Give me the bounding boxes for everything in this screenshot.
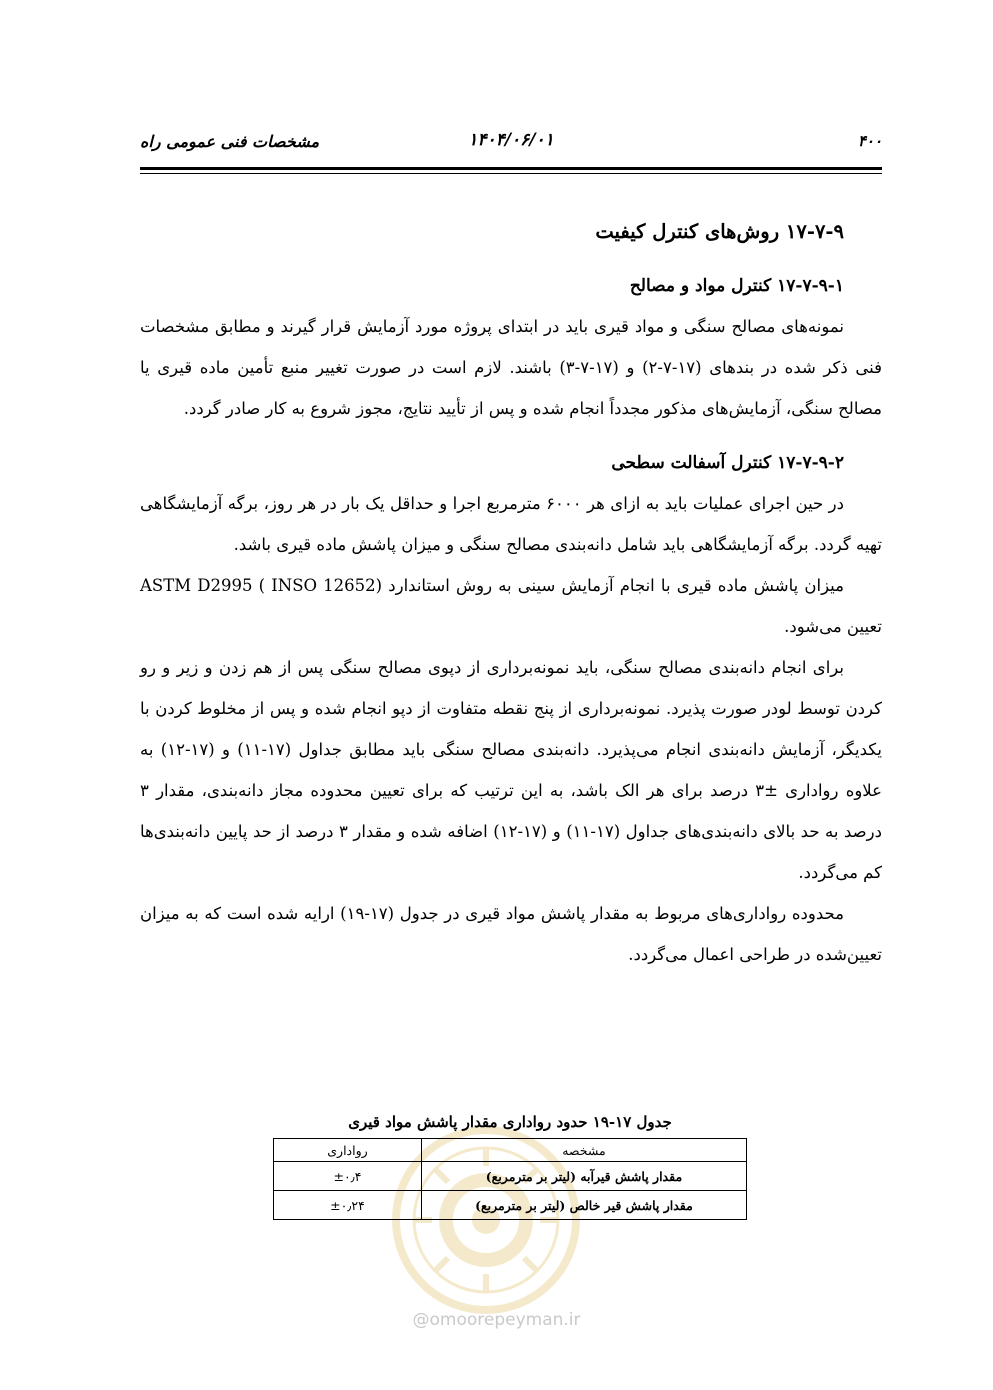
subsection-2-paragraph-3: برای انجام دانه‌بندی مصالح سنگی، باید نمونه‌برداری از دپوی مصالح سنگی پس از هم زدن و زیر و رو کردن توسط لودر صورت پذیرد. نمونه‌برداری از پنج نقطه متفاوت از دپو انجام شده و پس از مخلوط کردن با یکدیگر، آزمایش دانه‌بندی انجام می‌پذیرد. دانه‌بندی مصالح سنگی باید مطابق جداول (۱۷-۱۱) و (۱۷-۱۲) به علاوه رواداری ±۳ درصد برای هر الک باشد، به این ترتیب که برای تعیین محدوده مجاز دانه‌بندی، مقدار ۳ درصد به حد بالای دانه‌بندی‌های جداول (۱۷-۱۱) و (۱۷-۱۲) اضافه شده و مقدار ۳ درصد از حد پایین دانه‌بندی‌ها کم می‌گردد. — [140, 658, 883, 882]
document-body — [140, 212, 882, 975]
subsection-2-paragraph-2: میزان پاشش ماده قیری با انجام آزمایش سینی به روش استاندارد ASTM D2995 ( INSO 12652) تعیین می‌شود. — [140, 576, 882, 636]
section-title: ۱۷-۷-۹ روش‌های کنترل کیفیت — [595, 220, 844, 243]
header-title: مشخصات فنی عمومی راه — [140, 132, 320, 151]
subsection-2-paragraph-1: در حین اجرای عملیات باید به ازای هر ۶۰۰۰ مترمربع اجرا و حداقل یک بار در هر روز، برگه آزمایشگاهی تهیه گردد. برگه آزمایشگاهی باید شامل دانه‌بندی مصالح سنگی و میزان پاشش ماده قیری باشد. — [140, 494, 882, 554]
header-tolerance: رواداری — [274, 1139, 422, 1162]
table-row — [274, 1162, 747, 1191]
row-spec: مقدار پاشش قیرآبه (لیتر بر مترمربع) — [421, 1162, 746, 1191]
row-tolerance: ±۰٫۲۴ — [274, 1191, 422, 1220]
subsection-2-title: ۱۷-۷-۹-۲ کنترل آسفالت سطحی — [611, 453, 844, 473]
header-rule-thick — [140, 167, 882, 170]
page-number: ۴۰۰ — [857, 132, 882, 150]
table-row — [274, 1191, 747, 1220]
tolerance-table — [273, 1138, 747, 1220]
subsection-1-title: ۱۷-۷-۹-۱ کنترل مواد و مصالح — [629, 276, 844, 296]
row-spec: مقدار پاشش قیر خالص (لیتر بر مترمربع) — [421, 1191, 746, 1220]
page-header — [140, 128, 882, 158]
subsection-2-paragraph-4: محدوده رواداری‌های مربوط به مقدار پاشش مواد قیری در جدول (۱۷-۱۹) ارایه شده است که به میزان تعیین‌شده در طراحی اعمال می‌گردد. — [140, 904, 882, 964]
watermark-url: @omoorepeyman.ir — [412, 1310, 581, 1330]
header-date: ۱۴۰۴/۰۶/۰۱ — [468, 130, 554, 150]
subsection-1-paragraph: نمونه‌های مصالح سنگی و مواد قیری باید در ابتدای پروژه مورد آزمایش قرار گیرند و مطابق مشخصات فنی ذکر شده در بندهای (۱۷-۷-۲) و (۱۷-۷-۳) باشند. لازم است در صورت تغییر منبع تأمین ماده قیری یا مصالح سنگی، آزمایش‌های مذکور مجدداً انجام شده و پس از تأیید نتایج، مجوز شروع به کار صادر گردد. — [140, 317, 882, 418]
table-caption: جدول ۱۷-۱۹ حدود رواداری مقدار پاشش مواد قیری — [348, 1113, 672, 1131]
row-tolerance: ±۰٫۴ — [274, 1162, 422, 1191]
header-spec: مشخصه — [421, 1139, 746, 1162]
table-header-row — [274, 1139, 747, 1162]
header-rule-thin — [140, 173, 882, 174]
tolerance-table-block — [273, 1108, 747, 1220]
